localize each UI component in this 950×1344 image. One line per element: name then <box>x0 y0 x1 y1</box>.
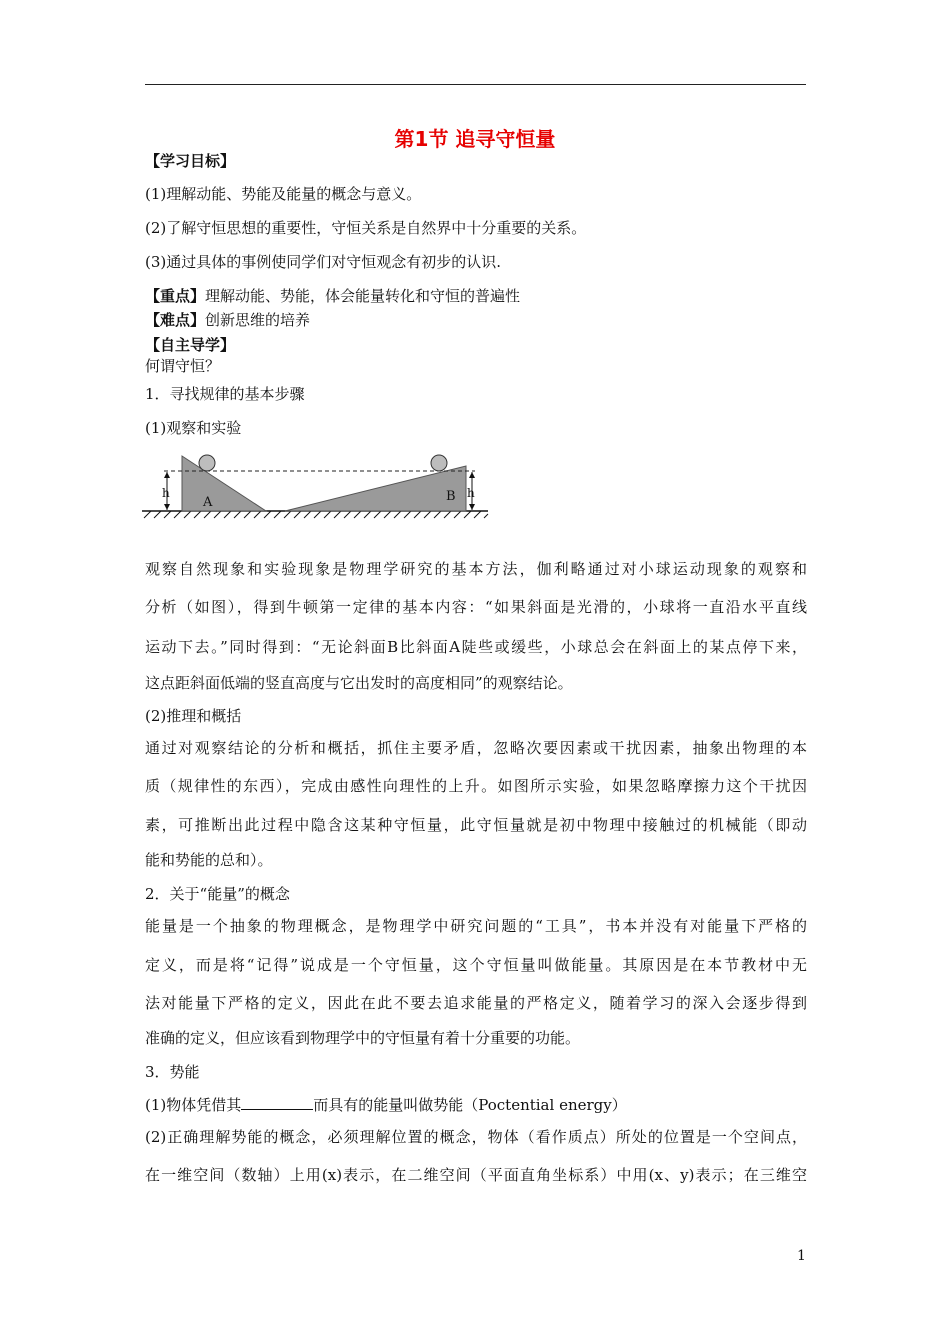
step3-heading: 3．势能 <box>145 1063 200 1081</box>
height-arrow-right-bottom <box>469 504 475 510</box>
para3-line-2: 定义，而是将“记得”说成是一个守恒量，这个守恒量叫做能量。其原因是在本节教材中无 <box>145 956 807 974</box>
ball-a <box>199 455 215 471</box>
para3-line-1: 能量是一个抽象的物理概念，是物理学中研究问题的“工具”，书本并没有对能量下严格的 <box>145 917 807 935</box>
height-arrow-left-top <box>164 472 170 478</box>
para4-line-2: 在一维空间（数轴）上用(x)表示，在二维空间（平面直角坐标系）中用(x、y)表示；在三维空 <box>145 1166 807 1184</box>
para1-line-4: 这点距斜面低端的竖直高度与它出发时的高度相同”的观察结论。 <box>145 674 573 692</box>
difficulty-text: 创新思维的培养 <box>205 311 311 329</box>
para2-line-1: 通过对观察结论的分析和概括，抓住主要矛盾，忽略次要因素或干扰因素，抽象出物理的本 <box>145 739 807 757</box>
section-self-study: 【自主导学】 <box>145 336 236 354</box>
para2-line-2: 质（规律性的东西），完成由感性向理性的上升。如图所示实验，如果忽略摩擦力这个干扰因 <box>145 777 807 795</box>
step1-sub1: (1)观察和实验 <box>145 419 242 437</box>
inclined-plane-figure <box>140 447 490 523</box>
page-title: 第1节 追寻守恒量 <box>394 127 556 151</box>
ground-hatching <box>144 511 488 518</box>
label-h-right: h <box>467 486 475 500</box>
section-learning-goals: 【学习目标】 <box>145 152 236 170</box>
height-arrow-right-top <box>469 472 475 478</box>
key-point <box>145 286 520 306</box>
para2-line-4: 能和势能的总和）。 <box>145 851 273 869</box>
para1-line-3: 运动下去。”同时得到：“无论斜面B比斜面A陡些或缓些，小球总会在斜面上的某点停下来， <box>145 638 807 656</box>
label-h-left: h <box>162 486 170 500</box>
difficulty-label: 【难点】 <box>145 311 206 329</box>
key-point-text: 理解动能、势能，体会能量转化和守恒的普遍性 <box>205 287 521 305</box>
label-b: B <box>446 489 456 504</box>
step2-heading: 2．关于“能量”的概念 <box>145 885 290 903</box>
para3-line-4: 准确的定义，但应该看到物理学中的守恒量有着十分重要的功能。 <box>145 1029 581 1047</box>
page-number: 1 <box>797 1248 806 1264</box>
difficulty-point <box>145 310 310 330</box>
incline-b <box>285 466 466 511</box>
step1-sub2: (2)推理和概括 <box>145 707 242 725</box>
goal-2: (2)了解守恒思想的重要性，守恒关系是自然界中十分重要的关系。 <box>145 219 587 237</box>
question-text: 何谓守恒？ <box>145 357 221 375</box>
para2-line-3: 素，可推断出此过程中隐含这某种守恒量，此守恒量就是初中物理中接触过的机械能（即动 <box>145 816 807 834</box>
para1-line-2: 分析（如图），得到牛顿第一定律的基本内容：“如果斜面是光滑的，小球将一直沿水平直线 <box>145 598 807 616</box>
label-a: A <box>203 495 213 510</box>
header-rule <box>145 84 806 85</box>
height-arrow-left-bottom <box>164 504 170 510</box>
goal-1: (1)理解动能、势能及能量的概念与意义。 <box>145 185 422 203</box>
para3-line-3: 法对能量下严格的定义，因此在此不要去追求能量的严格定义，随着学习的深入会逐步得到 <box>145 994 807 1012</box>
step3-item-1-after: 而具有的能量叫做势能（Poctential energy） <box>313 1096 627 1114</box>
fill-in-blank[interactable] <box>241 1095 313 1110</box>
goal-3: (3)通过具体的事例使同学们对守恒观念有初步的认识. <box>145 253 502 271</box>
ball-b <box>431 455 447 471</box>
incline-a <box>182 456 266 511</box>
para1-line-1: 观察自然现象和实验现象是物理学研究的基本方法，伽利略通过对小球运动现象的观察和 <box>145 560 807 578</box>
para4-line-1: (2)正确理解势能的概念，必须理解位置的概念，物体（看作质点）所处的位置是一个空间点， <box>145 1128 807 1146</box>
step3-item-1 <box>145 1095 627 1115</box>
step1-heading: 1．寻找规律的基本步骤 <box>145 385 305 403</box>
step3-item-1-before: (1)物体凭借其 <box>145 1096 242 1114</box>
key-point-label: 【重点】 <box>145 287 206 305</box>
